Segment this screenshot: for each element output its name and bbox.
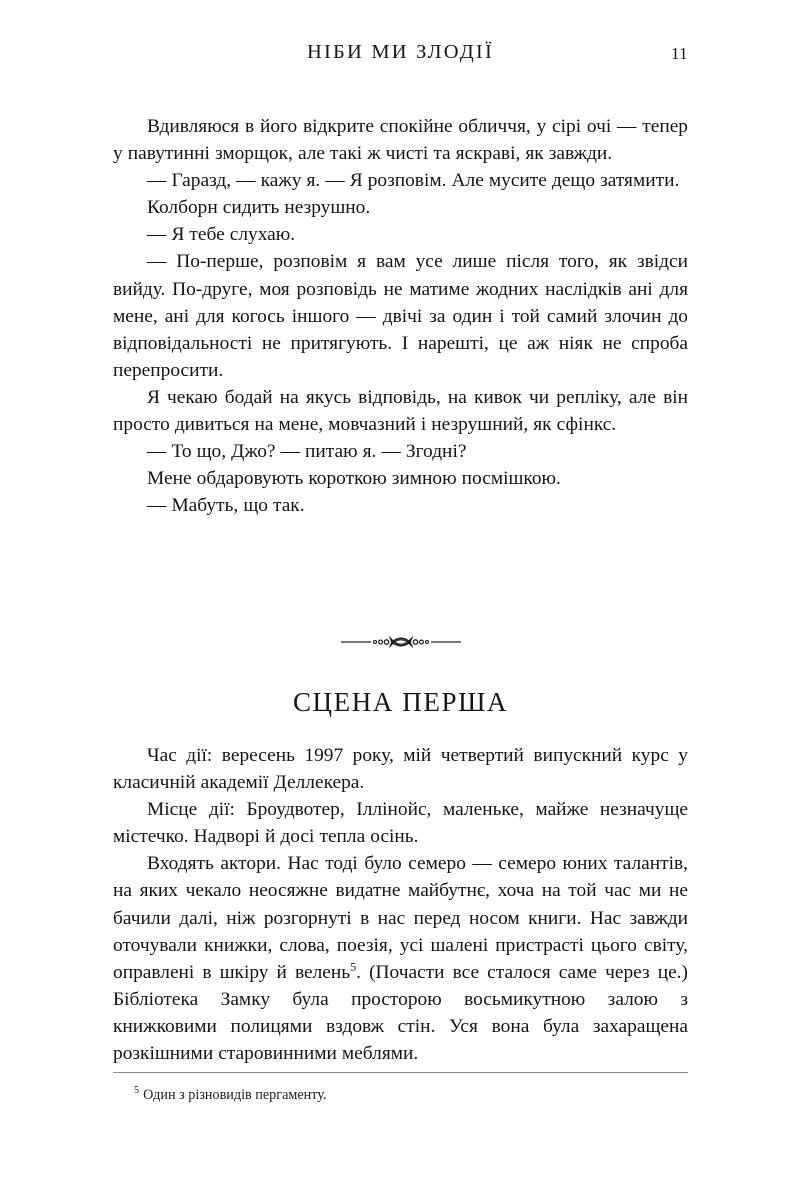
scene-text-block <box>113 742 688 1067</box>
paragraph-text-before-footnote: Входять актори. Нас тоді було семеро — семеро юних талантів, на яких чекало неосяжне видатне майбутнє, хоча на той час ми не бачили далі, ніж розгорнуті в нас перед носом книги. Нас завжди оточували книжки, слова, поезія, усі шалені пристрасті цього світу, оправлені в шкіру й велень <box>113 853 688 983</box>
paragraph: — Гаразд, — кажу я. — Я розповім. Але мусите дещо затямити. <box>147 170 680 192</box>
paragraph: — То що, Джо? — питаю я. — Згодні? <box>147 441 467 463</box>
footnote-text: Один з різновидів пергаменту. <box>143 1087 327 1103</box>
paragraph-with-footnote-reference <box>113 850 688 1067</box>
paragraph: Я чекаю бодай на якусь відповідь, на кивок чи репліку, але він просто дивиться на мене, мовчазний і незрушний, як сфінкс. <box>113 386 688 436</box>
body-text-block <box>113 113 688 519</box>
paragraph: — Мабуть, що так. <box>147 495 305 517</box>
paragraph: Місце дії: Броудвотер, Іллінойс, маленьке, майже незначуще містечко. Надворі й досі тепла осінь. <box>113 799 688 848</box>
paragraph: Колборн сидить незрушно. <box>147 197 371 219</box>
paragraph: — По-перше, розповім я вам усе лише після того, як звідси вийду. По-друге, моя розповідь не матиме жодних наслідків ані для мене, ані для когось іншого — двічі за один і той самий злочин до відповідальності не притягують. І нарешті, це аж ніяк не спроба перепросити. <box>113 251 688 381</box>
footnote-separator-rule <box>113 1072 688 1073</box>
paragraph-text-after-footnote: . (Почасти все сталося саме через це.) Бібліотека Замку була просторою восьмикутною залою з книжковими полицями вздовж стін. Уся вона була захаращена розкішними старовинними меблями. <box>113 961 688 1065</box>
scene-heading: СЦЕНА ПЕРША <box>292 687 509 717</box>
footnote-item <box>113 1086 688 1105</box>
ornamental-divider <box>113 627 688 657</box>
footnote-area <box>113 1072 688 1105</box>
paragraph: Час дії: вересень 1997 року, мій четвертий випускний курс у класичній академії Деллекера. <box>113 745 688 794</box>
paragraph: Мене обдаровують короткою зимною посмішкою. <box>147 468 561 490</box>
running-head <box>113 41 688 67</box>
paragraph: — Я тебе слухаю. <box>147 224 296 246</box>
ornamental-divider-icon <box>341 634 461 650</box>
footnote-reference-marker[interactable]: 5 <box>350 959 357 974</box>
running-head-title: НІБИ МИ ЗЛОДІЇ <box>307 41 494 63</box>
paragraph: Вдивляюся в його відкрите спокійне обличчя, у сірі очі — тепер у павутинні зморщок, але такі ж чисті та яскраві, як завжди. <box>113 116 688 165</box>
page-number: 11 <box>671 44 688 63</box>
footnote-marker: 5 <box>134 1085 140 1097</box>
